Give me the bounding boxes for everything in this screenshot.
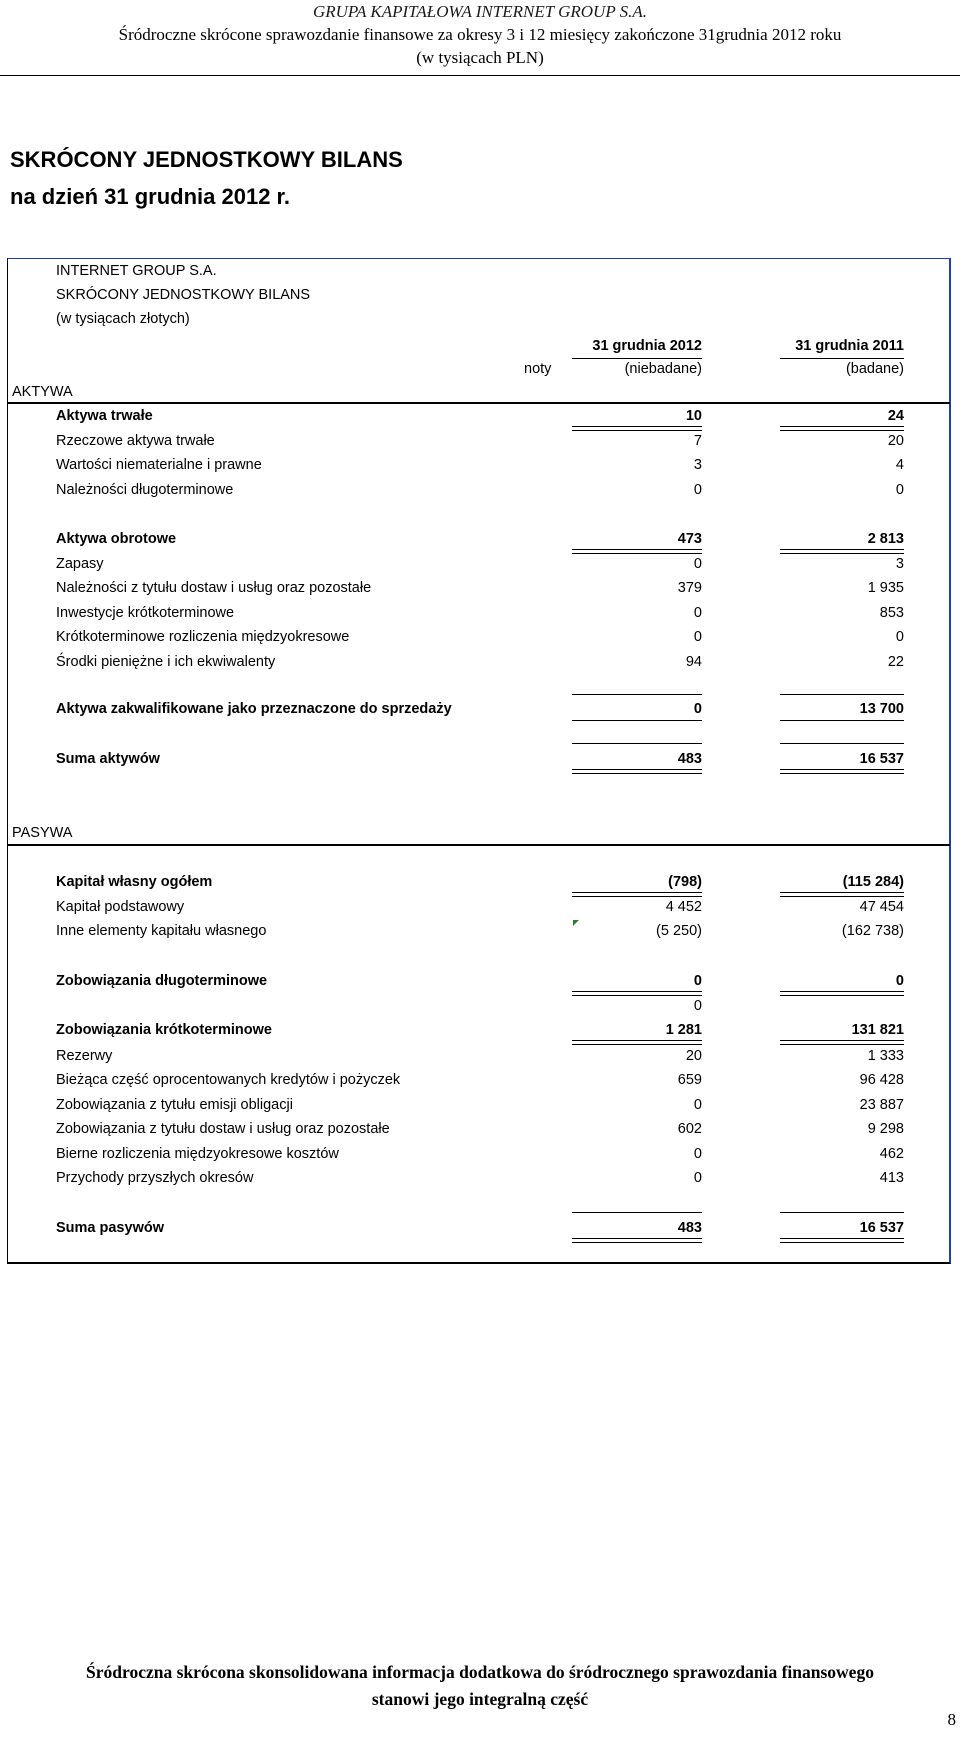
row-value-held-for-sale-2011: 13 700 [859, 701, 904, 717]
held-for-sale-overline-2012 [572, 694, 702, 695]
row-value-cash-2012: 94 [685, 654, 702, 670]
row-value-lt-receivables-2011: 0 [895, 482, 904, 498]
row-label-bonds: Zobowiązania z tytułu emisji obligacji [56, 1097, 293, 1113]
table-unit: (w tysiącach złotych) [56, 311, 190, 327]
row-label-inventory: Zapasy [56, 556, 104, 572]
row-value-other-equity-2012: (5 250) [656, 923, 702, 939]
row-label-other-equity: Inne elementy kapitału własnego [56, 923, 267, 939]
row-value-st-liabilities-2012: 1 281 [665, 1022, 702, 1038]
cell-comment-marker [573, 920, 579, 926]
column-date-2011-underline [780, 358, 904, 359]
row-label-provisions: Rezerwy [56, 1048, 113, 1064]
row-value-bonds-2012: 0 [693, 1097, 702, 1113]
row-label-st-investments: Inwestycje krótkoterminowe [56, 605, 235, 621]
row-value-cash-2011: 22 [887, 654, 904, 670]
notes-label: noty [524, 361, 552, 377]
table-company: INTERNET GROUP S.A. [56, 263, 217, 279]
row-label-current-assets: Aktywa obrotowe [56, 531, 177, 547]
row-value-share-capital-2011: 47 454 [859, 899, 904, 915]
row-label-total-assets: Suma aktywów [56, 751, 160, 767]
column-date-2011: 31 grudnia 2011 [795, 338, 904, 354]
row-value-intangibles-2012: 3 [693, 457, 702, 473]
equity-underline-2012 [572, 892, 702, 897]
row-value-loans-2011: 96 428 [859, 1072, 904, 1088]
row-label-trade-payables: Zobowiązania z tytułu dostaw i usług oraz pozostałe [56, 1121, 390, 1137]
row-value-total-assets-2012: 483 [677, 751, 702, 767]
row-value-total-liabilities-2011: 16 537 [859, 1220, 904, 1236]
row-value-share-capital-2012: 4 452 [665, 899, 702, 915]
row-value-inventory-2011: 3 [895, 556, 904, 572]
current-assets-underline-2012 [572, 549, 702, 554]
row-value-fixed-assets-2012: 10 [685, 408, 702, 424]
footer-note-line1: Śródroczna skrócona skonsolidowana informacja dodatkowa do śródrocznego sprawozdania finansowego [86, 1662, 874, 1682]
row-value-lt-liabilities-2011: 0 [895, 973, 904, 989]
row-value-st-liabilities-2011: 131 821 [851, 1022, 904, 1038]
row-value-intangibles-2011: 4 [895, 457, 904, 473]
row-label-trade-receivables: Należności z tytułu dostaw i usług oraz pozostałe [56, 580, 372, 596]
lt-liabilities-underline-2011 [780, 991, 904, 996]
row-label-lt-liabilities: Zobowiązania długoterminowe [56, 973, 268, 989]
row-value-lt-receivables-2012: 0 [693, 482, 702, 498]
row-value-trade-payables-2011: 9 298 [867, 1121, 904, 1137]
row-value-ppe-2011: 20 [887, 433, 904, 449]
column-date-2012-underline [572, 358, 702, 359]
row-value-equity-2012: (798) [668, 874, 702, 890]
page-number: 8 [947, 1710, 956, 1729]
row-label-prepayments: Krótkoterminowe rozliczenia międzyokresowe [56, 629, 350, 645]
total-liabilities-underline-2012 [572, 1238, 702, 1243]
row-value-deferred-income-2011: 413 [879, 1170, 904, 1186]
assets-section-rule [8, 402, 950, 404]
held-for-sale-underline-2012 [572, 720, 702, 721]
row-label-deferred-income: Przychody przyszłych okresów [56, 1170, 254, 1186]
total-liabilities-underline-2011 [780, 1238, 904, 1243]
column-status-2011: (badane) [845, 361, 904, 377]
row-value-st-investments-2012: 0 [693, 605, 702, 621]
row-label-cash: Środki pieniężne i ich ekwiwalenty [56, 654, 276, 670]
total-assets-overline-2012 [572, 743, 702, 744]
row-value-ppe-2012: 7 [693, 433, 702, 449]
row-value-trade-payables-2012: 602 [677, 1121, 702, 1137]
row-value-held-for-sale-2012: 0 [693, 701, 702, 717]
equity-underline-2011 [780, 892, 904, 897]
row-value-total-liabilities-2012: 483 [677, 1220, 702, 1236]
row-value-bonds-2011: 23 887 [859, 1097, 904, 1113]
row-value-current-assets-2012: 473 [677, 531, 702, 547]
row-value-trade-receivables-2011: 1 935 [867, 580, 904, 596]
section-assets: AKTYWA [12, 384, 73, 400]
row-value-accruals-2011: 462 [879, 1146, 904, 1162]
row-value-other-equity-2011: (162 738) [841, 923, 904, 939]
total-assets-underline-2011 [780, 769, 904, 774]
row-value-current-assets-2011: 2 813 [867, 531, 904, 547]
row-value-provisions-2012: 20 [685, 1048, 702, 1064]
row-label-total-liabilities: Suma pasywów [56, 1220, 164, 1236]
fixed-assets-underline-2012 [572, 426, 702, 431]
st-liabilities-underline-2011 [780, 1040, 904, 1045]
row-value-loans-2012: 659 [677, 1072, 702, 1088]
total-assets-underline-2012 [572, 769, 702, 774]
row-label-st-liabilities: Zobowiązania krótkoterminowe [56, 1022, 272, 1038]
footer-note-line2: stanowi jego integralną część [371, 1689, 589, 1709]
table-name: SKRÓCONY JEDNOSTKOWY BILANS [56, 287, 311, 303]
row-label-ppe: Rzeczowe aktywa trwałe [56, 433, 215, 449]
page-title: SKRÓCONY JEDNOSTKOWY BILANS [10, 147, 403, 172]
row-label-equity: Kapitał własny ogółem [56, 874, 213, 890]
row-value-provisions-2011: 1 333 [867, 1048, 904, 1064]
row-value-equity-2011: (115 284) [842, 874, 904, 890]
st-liabilities-underline-2012 [572, 1040, 702, 1045]
row-value-trade-receivables-2012: 379 [677, 580, 702, 596]
header-company: GRUPA KAPITAŁOWA INTERNET GROUP S.A. [312, 2, 648, 21]
held-for-sale-overline-2011 [780, 694, 904, 695]
liabilities-section-rule [8, 844, 950, 846]
page-subtitle: na dzień 31 grudnia 2012 r. [10, 184, 290, 209]
header-report-title: Śródroczne skrócone sprawozdanie finansowe za okresy 3 i 12 miesięcy zakończone 31grudnia 2012 roku [118, 25, 842, 44]
column-status-2012: (niebadane) [624, 361, 702, 377]
fixed-assets-underline-2011 [780, 426, 904, 431]
row-value-fixed-assets-2011: 24 [887, 408, 904, 424]
lt-liabilities-underline-2012 [572, 991, 702, 996]
row-value-lt-extra-2012: 0 [693, 998, 702, 1014]
held-for-sale-underline-2011 [780, 720, 904, 721]
total-assets-overline-2011 [780, 743, 904, 744]
total-liabilities-overline-2012 [572, 1212, 702, 1213]
row-value-st-investments-2011: 853 [879, 605, 904, 621]
header-rule [0, 75, 960, 76]
row-value-inventory-2012: 0 [693, 556, 702, 572]
row-value-total-assets-2011: 16 537 [859, 751, 904, 767]
row-label-accruals: Bierne rozliczenia międzyokresowe kosztów [56, 1146, 339, 1162]
row-value-prepayments-2011: 0 [895, 629, 904, 645]
total-liabilities-overline-2011 [780, 1212, 904, 1213]
row-value-lt-liabilities-2012: 0 [693, 973, 702, 989]
row-label-share-capital: Kapitał podstawowy [56, 899, 185, 915]
column-date-2012: 31 grudnia 2012 [592, 338, 702, 354]
row-value-deferred-income-2012: 0 [693, 1170, 702, 1186]
row-value-accruals-2012: 0 [693, 1146, 702, 1162]
section-liabilities: PASYWA [12, 825, 73, 841]
header-unit: (w tysiącach PLN) [416, 48, 544, 67]
row-value-prepayments-2012: 0 [693, 629, 702, 645]
row-label-lt-receivables: Należności długoterminowe [56, 482, 234, 498]
current-assets-underline-2011 [780, 549, 904, 554]
row-label-fixed-assets: Aktywa trwałe [56, 408, 153, 424]
row-label-intangibles: Wartości niematerialne i prawne [56, 457, 262, 473]
row-label-held-for-sale: Aktywa zakwalifikowane jako przeznaczone do sprzedaży [56, 701, 452, 717]
row-label-loans: Bieżąca część oprocentowanych kredytów i pożyczek [56, 1072, 401, 1088]
